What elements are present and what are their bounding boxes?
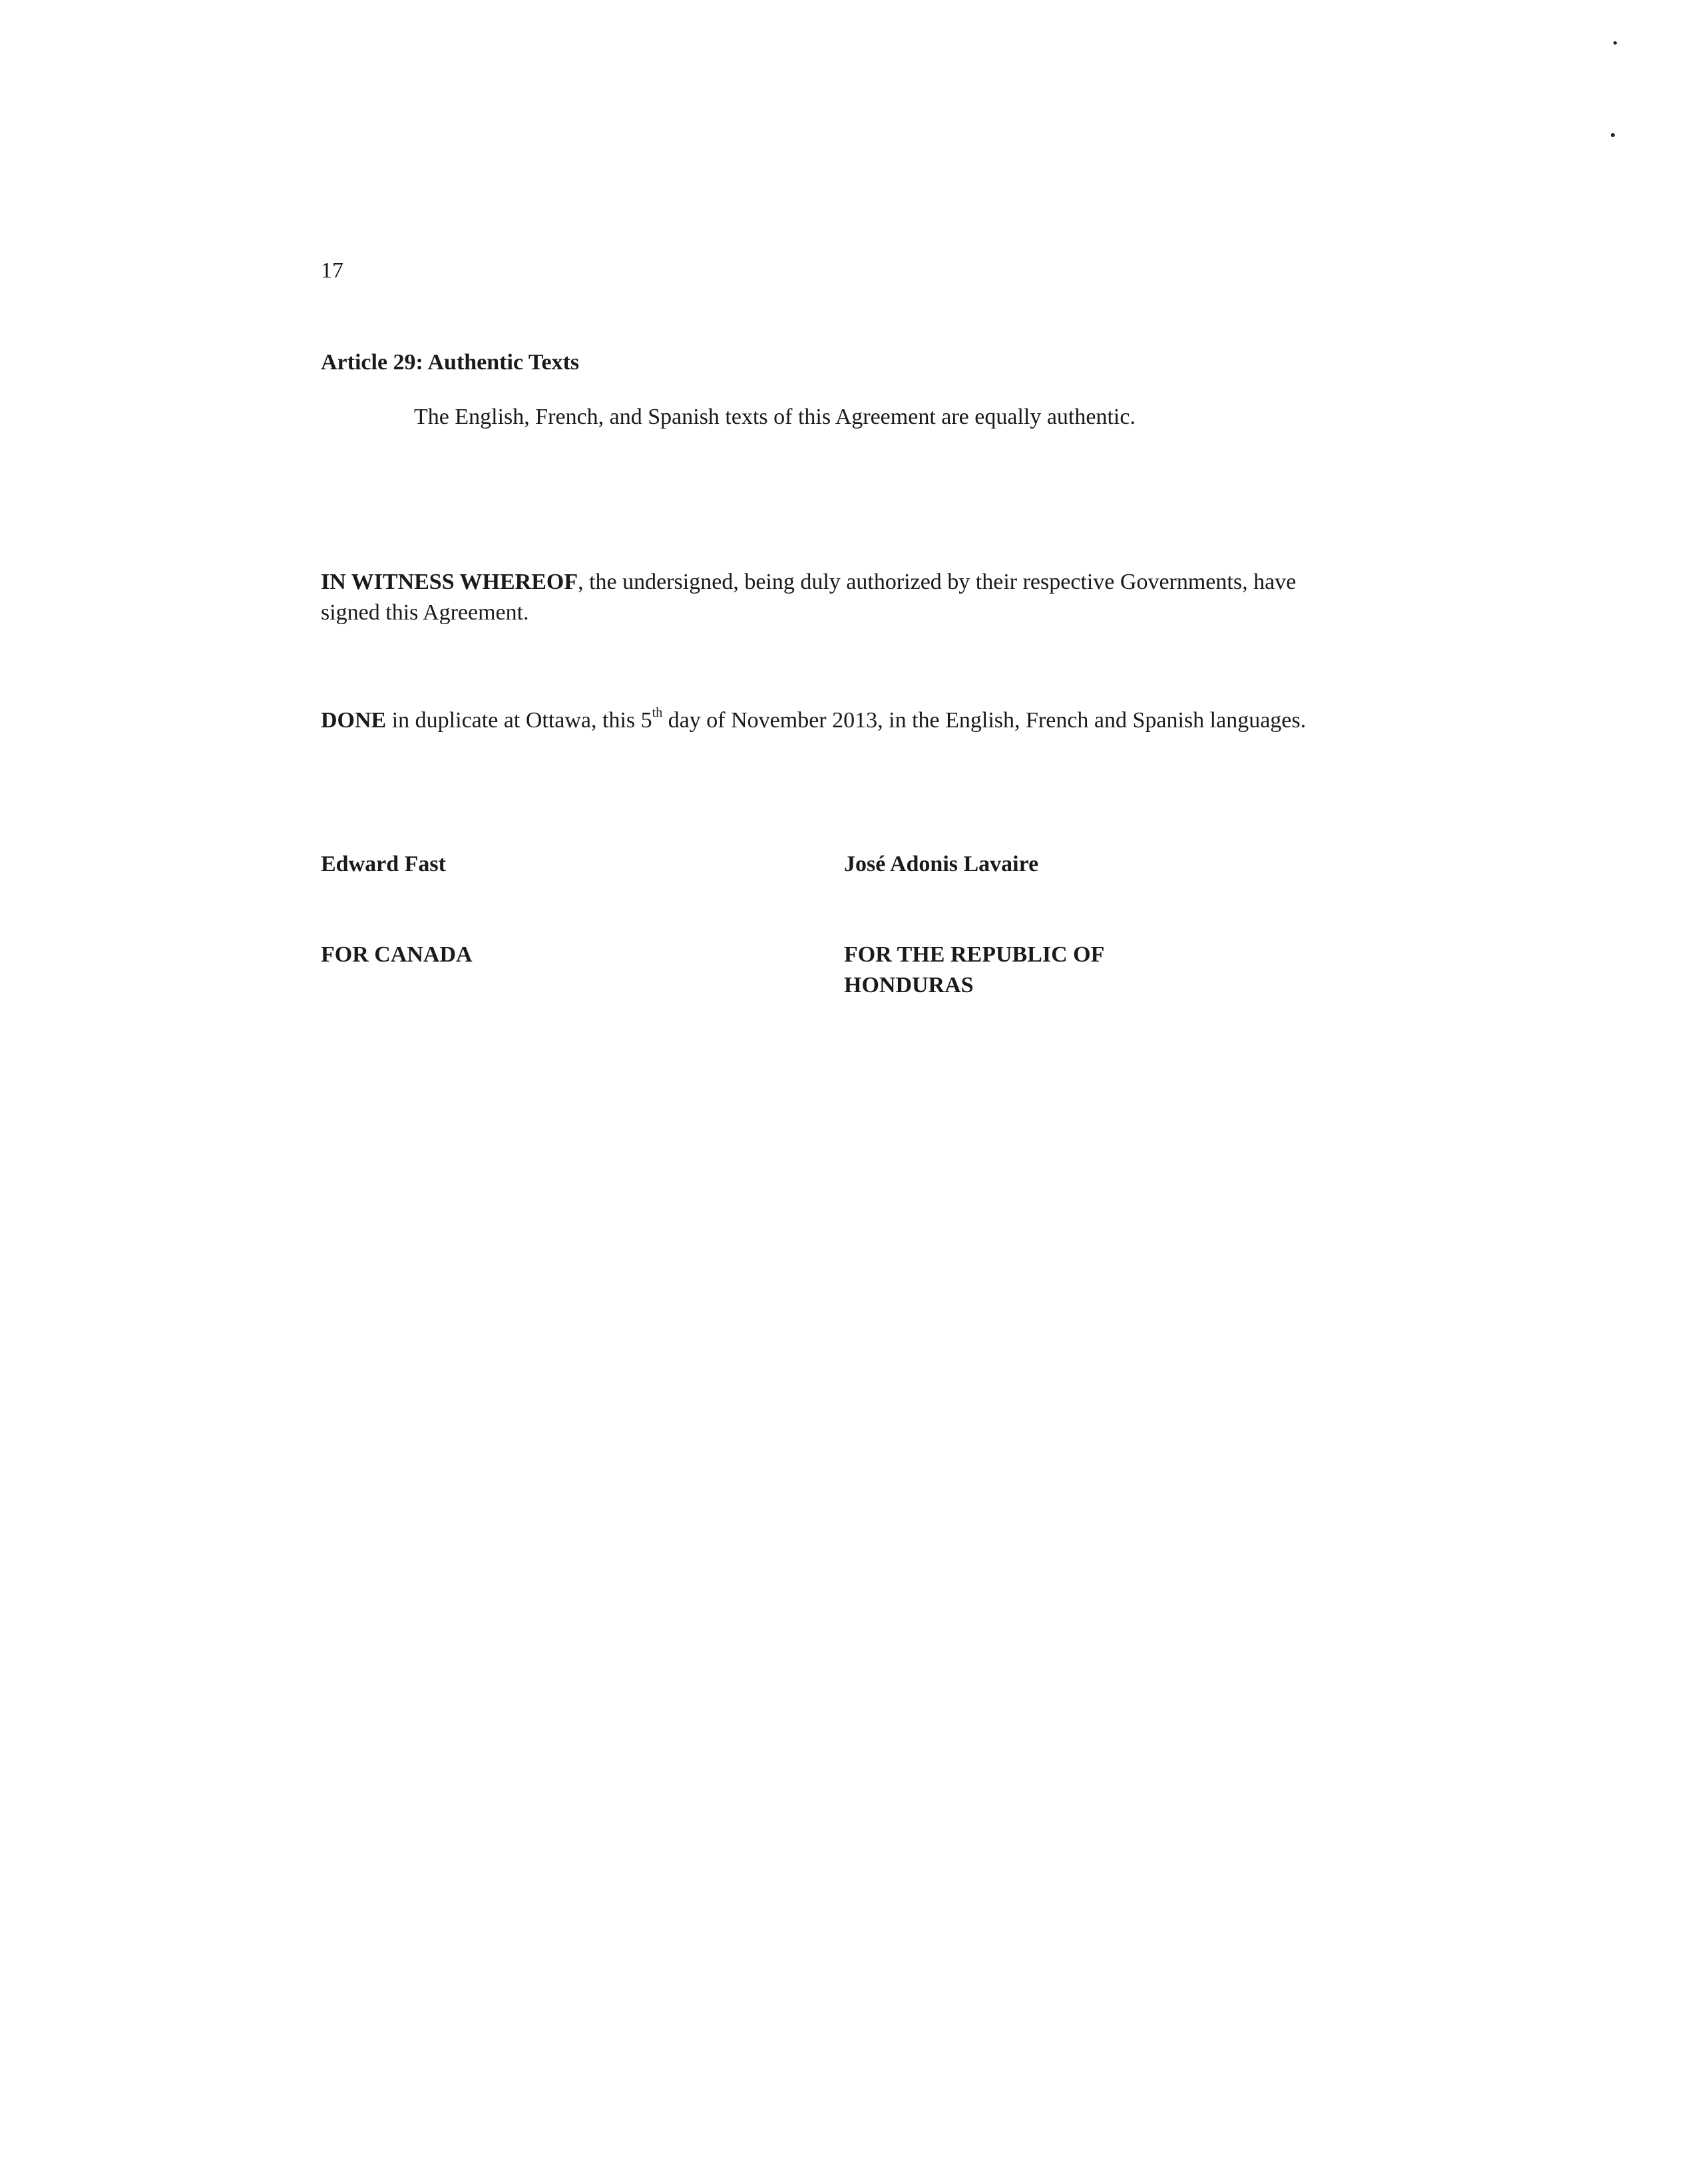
page-number: 17 [321,258,343,283]
signatory-party-canada: FOR CANADA [321,942,473,967]
witness-text: , the undersigned, being duly authorized by their respective Governments, have signed this Agreement. [321,570,1297,625]
scan-speck [1613,41,1617,45]
signatory-party-honduras: FOR THE REPUBLIC OF HONDURAS [844,942,1104,998]
witness-lead: IN WITNESS WHEREOF [321,570,578,594]
witness-clause [321,567,1333,628]
done-text-after: day of November 2013, in the English, French and Spanish languages. [662,708,1307,733]
done-clause [321,705,1359,736]
scan-speck [1611,133,1615,137]
signatory-name-canada: Edward Fast [321,852,446,876]
done-ordinal-suffix: th [652,705,663,720]
done-lead: DONE [321,708,387,733]
article-heading: Article 29: Authentic Texts [321,350,580,375]
article-body: The English, French, and Spanish texts of this Agreement are equally authentic. [414,405,1136,429]
signatory-name-honduras: José Adonis Lavaire [844,852,1039,876]
done-text-before: in duplicate at Ottawa, this 5 [386,708,652,733]
